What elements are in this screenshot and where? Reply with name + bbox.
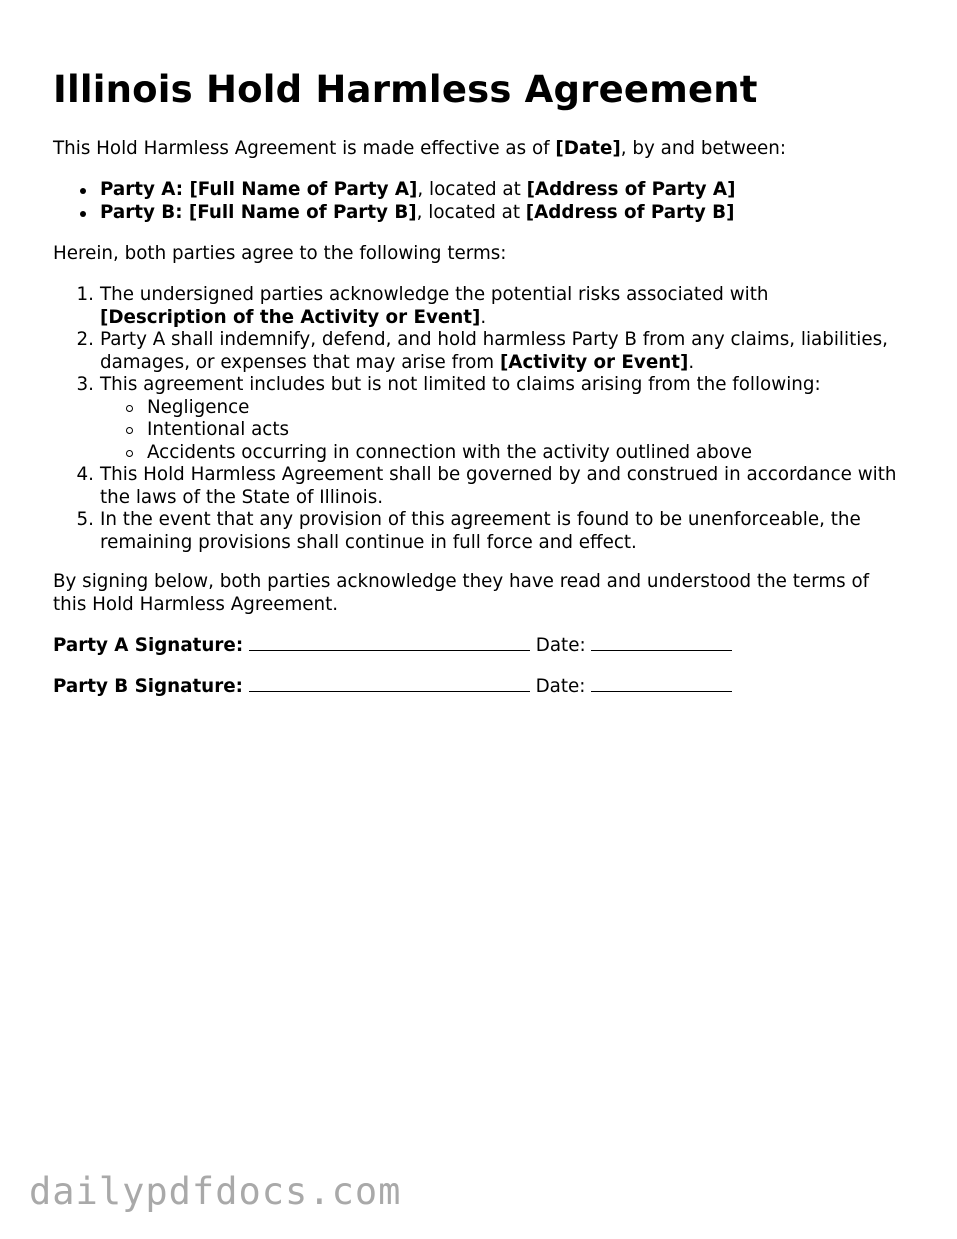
intro-text-after: , by and between: (620, 138, 787, 159)
document-title: Illinois Hold Harmless Agreement (53, 68, 758, 111)
party-a-name: Party A: [Full Name of Party A] (100, 179, 418, 200)
term-text: Party A shall indemnify, defend, and hold harmless Party B from any claims, liabilities, damages, or expenses that may arise from (100, 329, 888, 373)
date-line[interactable] (591, 634, 732, 651)
party-b-address: [Address of Party B] (525, 201, 735, 223)
term-bold-field: [Description of the Activity or Event] (100, 306, 481, 328)
term-text: The undersigned parties acknowledge the potential risks associated with (100, 284, 769, 305)
date-label: Date: (535, 676, 586, 697)
term-text: This Hold Harmless Agreement shall be governed by and construed in accordance with the laws of the State of Illinois. (100, 464, 897, 508)
sub-list-item: Accidents occurring in connection with the activity outlined above (100, 442, 913, 465)
watermark: dailypdfdocs.com (29, 1170, 402, 1213)
date-field: [Date] (555, 138, 621, 159)
party-b-signature-row (53, 675, 732, 699)
term-text-end: . (688, 351, 695, 373)
term-number: 1. (76, 284, 94, 305)
term-item (53, 464, 913, 509)
sub-list-item: Intentional acts (100, 419, 913, 442)
term-text-end: . (480, 306, 487, 328)
intro-paragraph (53, 138, 786, 161)
party-b-name: Party B: [Full Name of Party B] (100, 201, 417, 223)
term-number: 4. (76, 464, 94, 485)
term-item (53, 374, 913, 464)
herein-paragraph: Herein, both parties agree to the following terms: (53, 243, 507, 264)
closing-paragraph: By signing below, both parties acknowledge they have read and understood the terms of this Hold Harmless Agreement. (53, 571, 870, 615)
intro-text-before: This Hold Harmless Agreement is made effective as of (53, 138, 556, 159)
party-a-address: [Address of Party A] (526, 179, 736, 200)
party-b-located: , located at (416, 201, 526, 223)
party-a-item (53, 179, 735, 202)
term-number: 5. (76, 509, 94, 530)
party-b-item (53, 202, 735, 225)
term-text: In the event that any provision of this agreement is found to be unenforceable, the remaining provisions shall continue in full force and effect. (100, 509, 861, 553)
term-number: 2. (76, 329, 94, 350)
term-bold-field: [Activity or Event] (499, 351, 689, 373)
signature-label: Party B Signature: (53, 676, 243, 697)
sub-list-item: Negligence (100, 397, 913, 420)
sub-list (100, 397, 913, 465)
signature-label: Party A Signature: (53, 635, 244, 656)
party-a-signature-row (53, 634, 732, 658)
terms-list (53, 284, 913, 554)
signature-line[interactable] (249, 675, 530, 692)
term-number: 3. (76, 374, 94, 395)
party-a-located: , located at (417, 179, 527, 200)
term-item (53, 329, 913, 374)
parties-list (53, 179, 735, 224)
term-item (53, 284, 913, 329)
date-line[interactable] (591, 675, 732, 692)
term-text: This agreement includes but is not limited to claims arising from the following: (100, 374, 821, 395)
signature-line[interactable] (249, 634, 530, 651)
date-label: Date: (535, 635, 586, 656)
term-item (53, 509, 913, 554)
